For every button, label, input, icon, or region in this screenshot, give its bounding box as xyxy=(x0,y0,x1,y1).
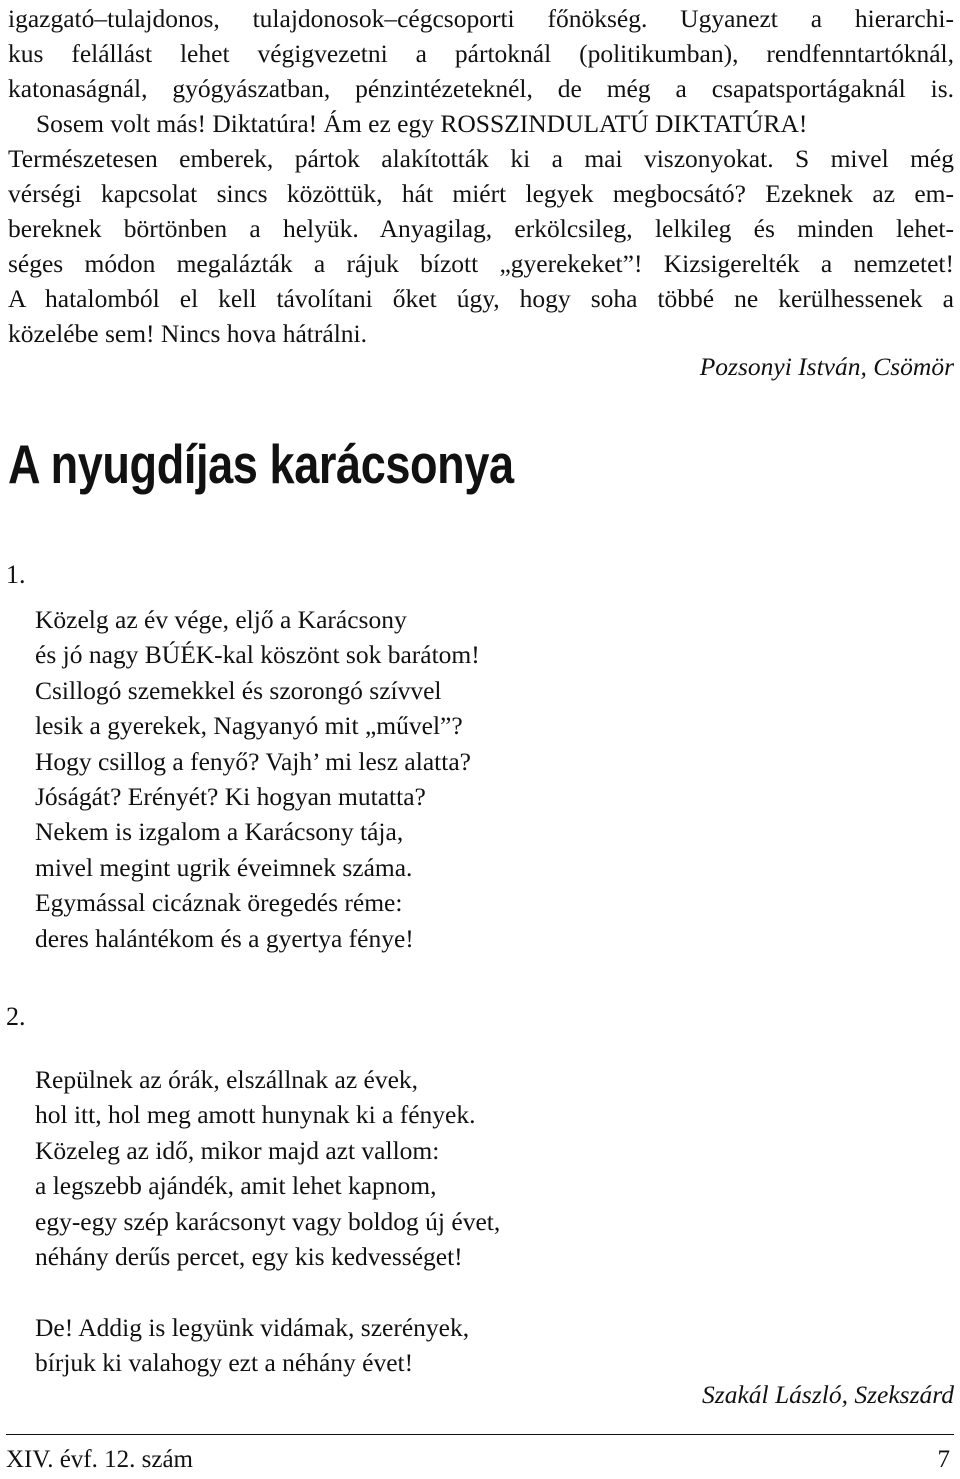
verse-line: Nekem is izgalom a Karácsony tája, xyxy=(35,817,404,847)
prose-line: Természetesen emberek, pártok alakították ki a mai viszonyokat. S mivel még xyxy=(8,144,954,173)
verse-line: hol itt, hol meg amott hunynak ki a fények. xyxy=(35,1100,476,1130)
verse-line: Csillogó szemekkel és szorongó szívvel xyxy=(35,675,442,705)
verse-line: deres halántékom és a gyertya fénye! xyxy=(35,923,414,953)
page-number: 7 xyxy=(937,1446,950,1473)
prose-line: igazgató–tulajdonos, tulajdonosok–cégcsoporti főnökség. Ugyanezt a hierarchi- xyxy=(8,4,954,33)
prose-line: vérségi kapcsolat sincs közöttük, hát miért legyek megbocsátó? Ezeknek az em- xyxy=(8,179,954,208)
prose-signature: Pozsonyi István, Csömör xyxy=(699,352,954,381)
verse-line: Közelg az év vége, eljő a Karácsony xyxy=(35,605,407,634)
verse-line: egy-egy szép karácsonyt vagy boldog új évet, xyxy=(35,1206,501,1236)
verse-line: bírjuk ki valahogy ezt a néhány évet! xyxy=(35,1348,414,1378)
poem-title: A nyugdíjas karácsonya xyxy=(8,433,514,495)
stanza-2 xyxy=(35,1062,500,1274)
verse-line: és jó nagy BÚÉK-kal köszönt sok barátom! xyxy=(35,640,480,670)
prose-line: bereknek börtönben a helyük. Anyagilag, erkölcsileg, lelkileg és minden lehet- xyxy=(8,214,954,243)
prose-line: séges módon megalázták a rájuk bízott „gyerekeket”! Kizsigerelték a nemzetet! xyxy=(8,249,954,278)
poem-signature: Szakál László, Szekszárd xyxy=(702,1380,954,1409)
prose-line: katonaságnál, gyógyászatban, pénzintézeteknél, de még a csapatsportágaknál is. xyxy=(8,74,954,103)
prose-line: Sosem volt más! Diktatúra! Ám ez egy ROSSZINDULATÚ DIKTATÚRA! xyxy=(36,109,808,138)
verse-line: Jóságát? Erényét? Ki hogyan mutatta? xyxy=(35,781,426,811)
verse-line: Közeleg az idő, mikor majd azt vallom: xyxy=(35,1135,440,1165)
stanza-number: 2. xyxy=(6,1002,26,1031)
footer-divider xyxy=(6,1434,954,1435)
verse-line: mivel megint ugrik éveimnek száma. xyxy=(35,852,413,882)
verse-line: Hogy csillog a fenyő? Vajh’ mi lesz alatta? xyxy=(35,746,471,776)
verse-line: Repülnek az órák, elszállnak az évek, xyxy=(35,1065,419,1094)
stanza-number: 1. xyxy=(6,560,26,589)
stanza-1 xyxy=(35,602,480,956)
verse-line: a legszebb ajándék, amit lehet kapnom, xyxy=(35,1171,437,1201)
verse-line: De! Addig is legyünk vidámak, szerények, xyxy=(35,1313,470,1342)
verse-line: lesik a gyerekek, Nagyanyó mit „művel”? xyxy=(35,711,463,741)
issue-label: XIV. évf. 12. szám xyxy=(6,1446,193,1473)
prose-line: A hatalomból el kell távolítani őket úgy, hogy soha többé ne kerülhessenek a xyxy=(8,284,954,313)
prose-line: kus felállást lehet végigvezetni a pártoknál (politikumban), rendfenntartóknál, xyxy=(8,39,954,68)
closing-lines xyxy=(35,1310,469,1381)
verse-line: Egymással cicáznak öregedés réme: xyxy=(35,888,403,918)
verse-line: néhány derűs percet, egy kis kedvességet! xyxy=(35,1241,463,1271)
prose-line: közelébe sem! Nincs hova hátrálni. xyxy=(8,319,367,348)
